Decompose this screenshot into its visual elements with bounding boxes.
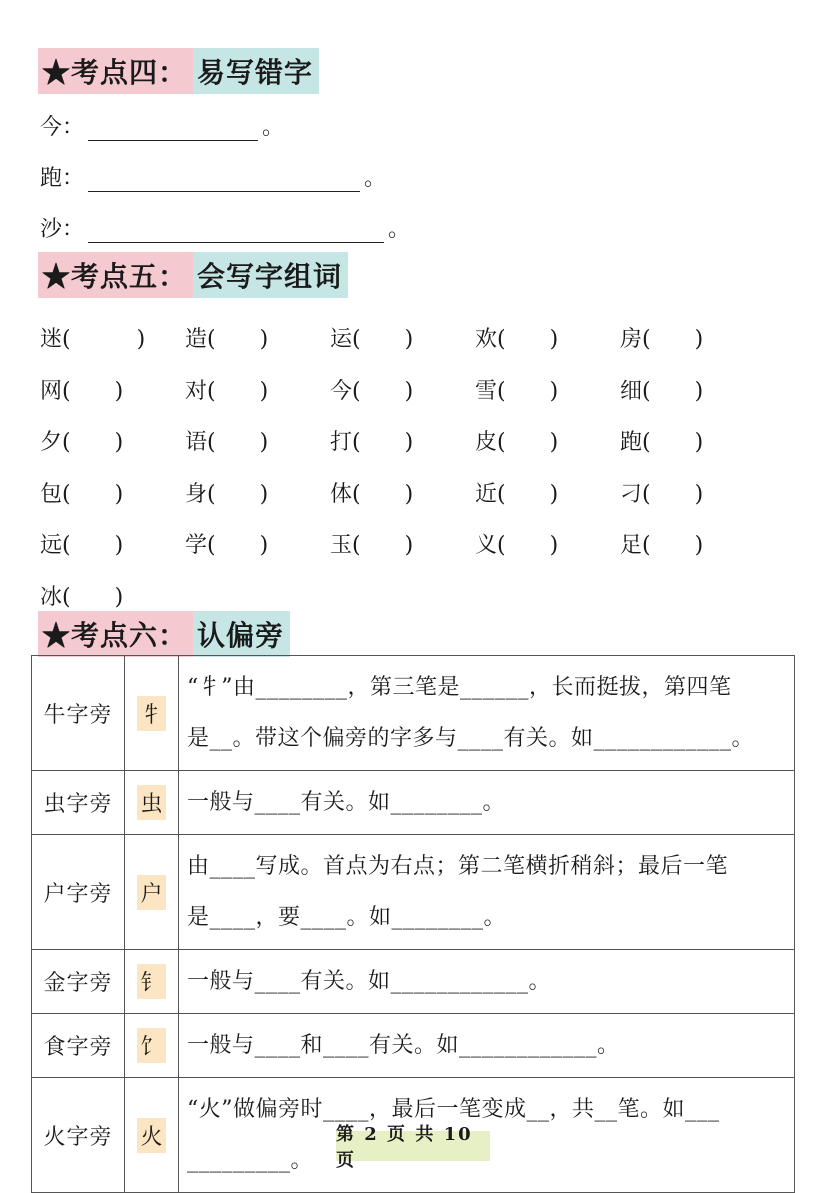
radical-name: 金字旁 — [32, 950, 125, 1014]
radical-glyph: 饣 — [137, 1028, 165, 1063]
word-cell[interactable]: 细( ) — [620, 378, 704, 404]
word-cell[interactable]: 对( ) — [185, 378, 269, 404]
radical-table — [31, 655, 795, 1193]
radical-name: 食字旁 — [32, 1014, 125, 1078]
description-line: 一般与____有关。如____________。 — [187, 969, 552, 994]
section-6-heading — [38, 611, 290, 657]
section-5-heading — [38, 252, 348, 298]
answer-blank[interactable] — [88, 116, 258, 141]
description-line: 一般与____和____有关。如____________。 — [187, 1033, 620, 1058]
page-number: 第 2 页 共 10 页 — [336, 1131, 490, 1161]
radical-glyph: 户 — [137, 875, 165, 910]
radical-name: 牛字旁 — [32, 656, 125, 771]
fill-row-jin — [40, 110, 284, 141]
word-group-grid — [40, 312, 780, 621]
grid-row — [40, 415, 780, 467]
word-cell[interactable]: 网( ) — [40, 378, 124, 404]
word-cell[interactable]: 体( ) — [330, 481, 414, 507]
word-cell[interactable]: 房( ) — [620, 327, 704, 353]
word-cell[interactable]: 远( ) — [40, 533, 124, 559]
word-cell[interactable]: 近( ) — [475, 481, 559, 507]
word-cell[interactable]: 玉( ) — [330, 533, 414, 559]
word-cell[interactable]: 刁( ) — [620, 481, 704, 507]
radical-glyph: 牜 — [137, 696, 165, 731]
word-cell[interactable]: 今( ) — [330, 378, 414, 404]
description-line: “牜”由________，第三笔是______，长而挺拔，第四笔 — [187, 675, 732, 700]
section-4-title: 易写错字 — [193, 48, 319, 94]
word-cell[interactable]: 语( ) — [185, 430, 269, 456]
grid-row — [40, 467, 780, 519]
description-line: 是__。带这个偏旁的字多与____有关。如____________。 — [187, 726, 755, 751]
grid-row — [40, 364, 780, 416]
grid-row — [40, 312, 780, 364]
radical-description[interactable] — [179, 835, 795, 950]
grid-row — [40, 518, 780, 570]
word-cell[interactable]: 夕( ) — [40, 430, 124, 456]
section-6-number: ★考点六： — [38, 611, 193, 657]
section-4-number: ★考点四： — [38, 48, 193, 94]
fill-row-sha — [40, 212, 410, 243]
table-row — [32, 1014, 795, 1078]
fill-row-label: 沙： — [40, 217, 85, 242]
description-line: “火”做偏旁时____，最后一笔变成__，共__笔。如___ — [187, 1097, 720, 1122]
table-row — [32, 656, 795, 771]
answer-blank[interactable] — [88, 218, 384, 243]
word-cell[interactable]: 皮( ) — [475, 430, 559, 456]
table-row — [32, 771, 795, 835]
word-cell[interactable]: 欢( ) — [475, 327, 559, 353]
table-row — [32, 835, 795, 950]
section-4-heading — [38, 48, 319, 94]
section-6-title: 认偏旁 — [193, 611, 290, 657]
word-cell[interactable]: 迷( ) — [40, 327, 146, 353]
description-line: 一般与____有关。如________。 — [187, 790, 506, 815]
fill-row-pao — [40, 161, 386, 192]
section-5-number: ★考点五： — [38, 252, 193, 298]
word-cell[interactable]: 雪( ) — [475, 378, 559, 404]
description-line: _________。 — [187, 1148, 314, 1173]
word-cell[interactable]: 包( ) — [40, 481, 124, 507]
word-cell[interactable]: 足( ) — [620, 533, 704, 559]
radical-name: 火字旁 — [32, 1078, 125, 1193]
word-cell[interactable]: 身( ) — [185, 481, 269, 507]
fill-row-end: 。 — [364, 166, 387, 191]
word-cell[interactable]: 学( ) — [185, 533, 269, 559]
radical-description[interactable] — [179, 950, 795, 1014]
word-cell[interactable]: 造( ) — [185, 327, 269, 353]
description-line: 是____，要____。如________。 — [187, 905, 507, 930]
radical-name: 户字旁 — [32, 835, 125, 950]
word-cell[interactable]: 运( ) — [330, 327, 414, 353]
radical-glyph: 虫 — [137, 785, 165, 820]
radical-name: 虫字旁 — [32, 771, 125, 835]
radical-glyph: 火 — [137, 1118, 165, 1153]
table-row — [32, 950, 795, 1014]
answer-blank[interactable] — [88, 167, 360, 192]
word-cell[interactable]: 打( ) — [330, 430, 414, 456]
radical-glyph: 钅 — [137, 964, 165, 999]
radical-description[interactable] — [179, 656, 795, 771]
word-cell[interactable]: 义( ) — [475, 533, 559, 559]
fill-row-end: 。 — [388, 217, 411, 242]
section-5-title: 会写字组词 — [193, 252, 348, 298]
radical-description[interactable] — [179, 771, 795, 835]
word-cell[interactable]: 跑( ) — [620, 430, 704, 456]
fill-row-label: 今： — [40, 115, 85, 140]
fill-row-end: 。 — [262, 115, 285, 140]
fill-row-label: 跑： — [40, 166, 85, 191]
radical-description[interactable] — [179, 1014, 795, 1078]
description-line: 由____写成。首点为右点；第二笔横折稍斜；最后一笔 — [187, 854, 729, 879]
word-cell[interactable]: 冰( ) — [40, 584, 124, 610]
